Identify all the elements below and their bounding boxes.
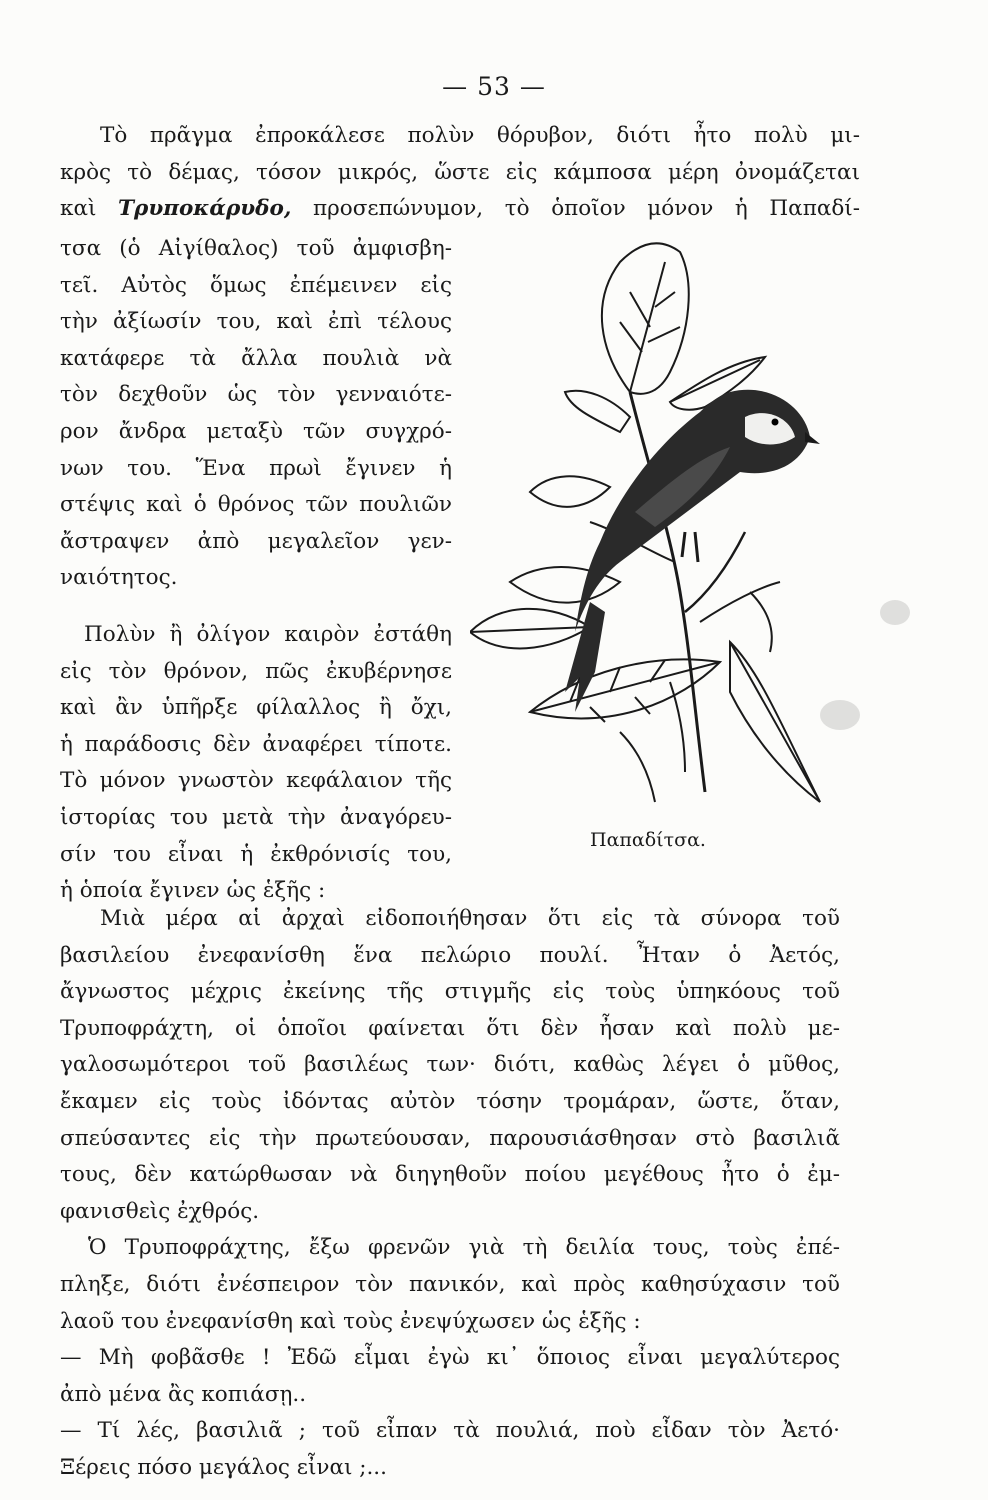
text-line: Τὸ μόνον γνωστὸν κεφάλαιον τῆς xyxy=(60,768,452,794)
text-line: νων του. Ἕνα πρωὶ ἔγινεν ἡ xyxy=(60,455,452,481)
text-line: Τὸ πρᾶγμα ἐπροκάλεσε πολὺν θόρυβον, διότι ἦτο πολὺ μι- xyxy=(100,123,860,148)
text-line: βασιλείου ἐνεφανίσθη ἕνα πελώριο πουλί. Ἦταν ὁ Ἀετός, xyxy=(60,942,840,968)
text-line: πληξε, διότι ἐνέσπειρον τὸν πανικόν, καὶ πρὸς καθησύχασιν τοῦ xyxy=(60,1271,840,1297)
bird-illustration xyxy=(470,232,845,812)
text-line: καὶ ἂν ὑπῆρξε φίλαλλος ἢ ὄχι, xyxy=(60,695,452,721)
text-line: λαοῦ του ἐνεφανίσθη καὶ τοὺς ἐνεψύχωσεν ὡς ἑξῆς : xyxy=(60,1308,641,1334)
text-line: Τρυποφράχτη, οἱ ὁποῖοι φαίνεται ὅτι δὲν ἦσαν καὶ πολὺ με- xyxy=(60,1015,840,1041)
page-number: — 53 — xyxy=(442,72,546,101)
text-line: ρον ἄνδρα μεταξὺ τῶν συγχρό- xyxy=(60,418,452,444)
text-line: γαλοσωμότεροι τοῦ βασιλέως των· διότι, καθὼς λέγει ὁ μῦθος, xyxy=(60,1052,840,1078)
bird-figure xyxy=(565,390,820,712)
text-line: ἔκαμεν εἰς τοὺς ἰδόντας αὐτὸν τόσην τρομάραν, ὥστε, ὅταν, xyxy=(60,1088,840,1114)
text-fragment: προσεπώνυμον, τὸ ὁποῖον μόνον ἡ Παπαδί- xyxy=(291,196,860,222)
text-line: Ὁ Τρυποφράχτης, ἔξω φρενῶν γιὰ τὴ δειλία τους, τοὺς ἐπέ- xyxy=(88,1235,840,1261)
text-line: ναιότητος. xyxy=(60,565,178,591)
text-line: σπεύσαντες εἰς τὴν πρωτεύουσαν, παρουσιάσθησαν στὸ βασιλιᾶ xyxy=(60,1125,840,1151)
text-line: Πολὺν ἢ ὀλίγον καιρὸν ἐστάθη xyxy=(84,622,452,647)
text-line: ἄστραψεν ἀπὸ μεγαλεῖον γεν- xyxy=(60,528,452,554)
text-line: Ξέρεις πόσο μεγάλος εἶναι ;... xyxy=(60,1454,387,1480)
closing-paragraphs xyxy=(60,901,840,1487)
text-line: φανισθεὶς ἐχθρός. xyxy=(60,1198,260,1224)
text-line: — Τί λές, βασιλιᾶ ; τοῦ εἶπαν τὰ πουλιά, ποὺ εἶδαν τὸν Ἀετό· xyxy=(60,1418,840,1444)
text-line: ἱστορίας του μετὰ τὴν ἀναγόρευ- xyxy=(60,804,452,830)
ink-stain xyxy=(880,600,910,625)
text-line: ἡ ὁποία ἔγινεν ὡς ἑξῆς : xyxy=(60,878,326,904)
text-line: τσα (ὁ Αἰγίθαλος) τοῦ ἀμφισβη- xyxy=(60,236,452,261)
text-line: Μιὰ μέρα αἱ ἀρχαὶ εἰδοποιήθησαν ὅτι εἰς τὰ σύνορα τοῦ xyxy=(100,906,840,931)
text-line: ἡ παράδοσις δὲν ἀναφέρει τίποτε. xyxy=(60,731,452,757)
text-line: ἄγνωστος μέχρις ἐκείνης τῆς στιγμῆς εἰς τοὺς ὑπηκόους τοῦ xyxy=(60,979,840,1005)
text-line: στέψις καὶ ὁ θρόνος τῶν πουλιῶν xyxy=(60,492,452,518)
text-line: τὸν δεχθοῦν ὡς τὸν γενναιότε- xyxy=(60,382,452,408)
illustration-caption: Παπαδίτσα. xyxy=(590,829,706,851)
wrapped-paragraph-2 xyxy=(60,617,452,910)
text-line: κατάφερε τὰ ἄλλα πουλιὰ νὰ xyxy=(60,345,452,371)
wrapped-paragraph xyxy=(60,231,452,597)
text-fragment: καὶ xyxy=(60,196,119,222)
text-line: τους, δὲν κατώρθωσαν νὰ διηγηθοῦν ποίου μεγέθους ἦτο ὁ ἐμ- xyxy=(60,1162,840,1188)
text-line xyxy=(60,191,860,228)
emphasized-word: Τρυποκάρυδο, xyxy=(118,196,292,222)
text-line: τεῖ. Αὐτὸς ὅμως ἐπέμεινεν εἰς xyxy=(60,272,452,298)
blue-tit-on-oak-branch-image xyxy=(470,232,845,812)
text-line: τὴν ἀξίωσίν του, καὶ ἐπὶ τέλους xyxy=(60,309,452,335)
text-line: — Μὴ φοβᾶσθε ! Ἐδῶ εἶμαι ἐγὼ κι᾽ ὅποιος εἶναι μεγαλύτερος xyxy=(60,1345,840,1371)
opening-paragraph xyxy=(60,118,860,228)
text-line: ἀπὸ μένα ἂς κοπιάσῃ.. xyxy=(60,1381,307,1407)
text-line: κρὸς τὸ δέμας, τόσον μικρός, ὥστε εἰς κάμποσα μέρη ὀνομάζεται xyxy=(60,159,860,185)
text-line: σίν του εἶναι ἡ ἐκθρόνισίς του, xyxy=(60,841,452,867)
text-line: εἰς τὸν θρόνον, πῶς ἐκυβέρνησε xyxy=(60,658,452,684)
